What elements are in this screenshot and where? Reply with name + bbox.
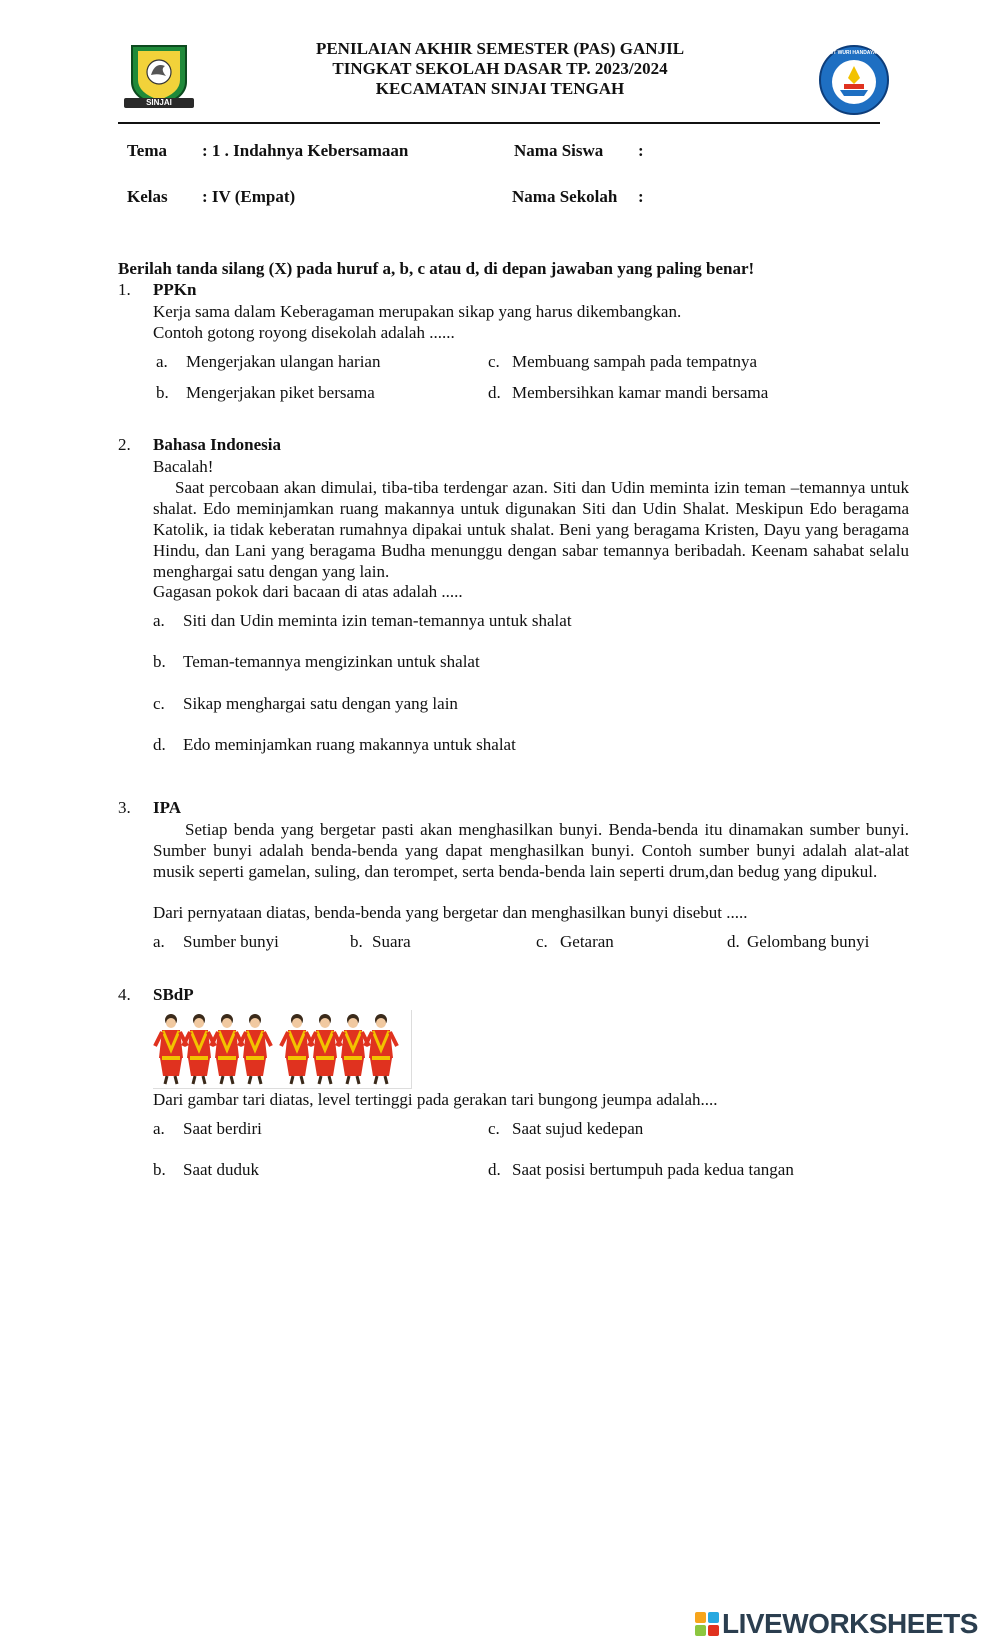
q2-option-c-text: Sikap menghargai satu dengan yang lain bbox=[183, 694, 458, 713]
q2-option-b[interactable] bbox=[153, 652, 480, 672]
q1-option-b-letter: b. bbox=[156, 383, 169, 402]
q2-passage bbox=[153, 477, 909, 582]
header-title-line1: PENILAIAN AKHIR SEMESTER (PAS) GANJIL bbox=[315, 39, 685, 58]
q3-option-d-letter: d. bbox=[727, 932, 740, 951]
q4-option-b[interactable] bbox=[153, 1160, 259, 1180]
q3-option-c-letter: c. bbox=[536, 932, 548, 951]
q4-option-c-letter: c. bbox=[488, 1119, 500, 1138]
q3-option-c-text: Getaran bbox=[560, 932, 614, 951]
q4-question: Dari gambar tari diatas, level tertinggi pada gerakan tari bungong jeumpa adalah.... bbox=[153, 1090, 718, 1109]
q1-option-a-text: Mengerjakan ulangan harian bbox=[186, 352, 381, 371]
q4-option-d[interactable] bbox=[488, 1160, 794, 1180]
dancers-illustration bbox=[153, 1010, 411, 1088]
nama-siswa-label: Nama Siswa bbox=[514, 141, 604, 160]
q2-passage-text: Saat percobaan akan dimulai, tiba-tiba terdengar azan. Siti dan Udin meminta izin teman –temannya untuk shalat. Edo meminjamkan ruang makannya untuk digunakan Siti dan Udin Shalat. Meskipun Edo beragama Katolik, ia tidak keberatan rumahnya dipakai untuk shalat. Beni yang beragama Kristen, Dayu yang beragama Hindu, dan Lani yang beragama Budha menunggu dengan sabar temannya beribadah. Keenam sahabat selalu menghargai satu dengan yang lain. bbox=[153, 478, 909, 581]
tema-label: Tema bbox=[127, 141, 167, 160]
q4-option-c[interactable] bbox=[488, 1119, 643, 1139]
dancer-figure bbox=[155, 1014, 187, 1084]
q2-option-d-text: Edo meminjamkan ruang makannya untuk shalat bbox=[183, 735, 516, 754]
q1-option-d[interactable] bbox=[488, 383, 768, 403]
q3-option-b[interactable] bbox=[350, 932, 411, 952]
q3-passage bbox=[153, 819, 909, 882]
q2-option-a-letter: a. bbox=[153, 611, 165, 630]
q1-number: 1. bbox=[118, 280, 131, 299]
q3-option-a-text: Sumber bunyi bbox=[183, 932, 279, 951]
q1-option-b-text: Mengerjakan piket bersama bbox=[186, 383, 375, 402]
q4-subject: SBdP bbox=[153, 985, 194, 1004]
dancers-image bbox=[153, 1010, 412, 1089]
q1-line2: Contoh gotong royong disekolah adalah ...... bbox=[153, 323, 455, 342]
q3-option-c[interactable] bbox=[536, 932, 614, 952]
q1-option-c-letter: c. bbox=[488, 352, 500, 371]
dancer-figure bbox=[365, 1014, 397, 1084]
q3-number: 3. bbox=[118, 798, 131, 817]
liveworksheets-grid-icon bbox=[694, 1611, 720, 1637]
q1-option-a[interactable] bbox=[156, 352, 380, 372]
q3-option-b-letter: b. bbox=[350, 932, 363, 951]
q2-option-b-text: Teman-temannya mengizinkan untuk shalat bbox=[183, 652, 480, 671]
liveworksheets-wordmark: LIVEWORKSHEETS bbox=[722, 1608, 978, 1639]
q2-subject: Bahasa Indonesia bbox=[153, 435, 282, 454]
dancer-figure bbox=[239, 1014, 271, 1084]
q4-option-a[interactable] bbox=[153, 1119, 262, 1139]
q2-option-d[interactable] bbox=[153, 735, 516, 755]
q2-option-d-letter: d. bbox=[153, 735, 166, 754]
q3-subject: IPA bbox=[153, 798, 182, 817]
q4-option-a-text: Saat berdiri bbox=[183, 1119, 262, 1138]
q3-option-d-text: Gelombang bunyi bbox=[747, 932, 870, 951]
instruction: Berilah tanda silang (X) pada huruf a, b, c atau d, di depan jawaban yang paling benar! bbox=[118, 259, 755, 278]
q3-option-a[interactable] bbox=[153, 932, 279, 952]
q3-question: Dari pernyataan diatas, benda-benda yang bergetar dan menghasilkan bunyi disebut ..... bbox=[153, 903, 748, 922]
q1-subject: PPKn bbox=[153, 280, 197, 299]
dancer-figure bbox=[281, 1014, 313, 1084]
q2-option-c[interactable] bbox=[153, 694, 458, 714]
q2-option-b-letter: b. bbox=[153, 652, 166, 671]
q4-number: 4. bbox=[118, 985, 131, 1004]
q2-question: Gagasan pokok dari bacaan di atas adalah ..... bbox=[153, 582, 463, 601]
q1-option-d-text: Membersihkan kamar mandi bersama bbox=[512, 383, 769, 402]
liveworksheets-logo[interactable] bbox=[694, 1608, 978, 1640]
nama-sekolah-colon: : bbox=[638, 187, 644, 206]
q3-option-b-text: Suara bbox=[372, 932, 411, 951]
kelas-label: Kelas bbox=[127, 187, 168, 206]
q2-option-a[interactable] bbox=[153, 611, 572, 631]
q3-passage-text: Setiap benda yang bergetar pasti akan menghasilkan bunyi. Benda-benda itu dinamakan sumber bunyi. Sumber bunyi adalah benda-benda yang dapat menghasilkan bunyi. Contoh sumber bunyi adalah alat-alat musik seperti gamelan, suling, dan terompet, serta benda-benda lain seperti drum,dan bedug yang dipukul. bbox=[153, 820, 909, 881]
q4-option-b-letter: b. bbox=[153, 1160, 166, 1179]
q4-option-d-text: Saat posisi bertumpuh pada kedua tangan bbox=[512, 1160, 794, 1179]
dancer-figure bbox=[183, 1014, 215, 1084]
q2-option-c-letter: c. bbox=[153, 694, 165, 713]
q1-line1: Kerja sama dalam Keberagaman merupakan sikap yang harus dikembangkan. bbox=[153, 302, 682, 321]
dancer-figure bbox=[211, 1014, 243, 1084]
q3-option-d[interactable] bbox=[727, 932, 869, 952]
q4-option-b-text: Saat duduk bbox=[183, 1160, 260, 1179]
nama-sekolah-label: Nama Sekolah bbox=[512, 187, 618, 206]
header-title-line2: TINGKAT SEKOLAH DASAR TP. 2023/2024 bbox=[332, 59, 668, 78]
q2-option-a-text: Siti dan Udin meminta izin teman-temannya untuk shalat bbox=[183, 611, 572, 630]
sinjai-logo-text: SINJAI bbox=[146, 98, 172, 107]
q3-option-a-letter: a. bbox=[153, 932, 165, 951]
q1-option-b[interactable] bbox=[156, 383, 375, 403]
q4-option-c-text: Saat sujud kedepan bbox=[512, 1119, 644, 1138]
tutwuri-logo-text: TUT WURI HANDAYANI bbox=[826, 50, 882, 56]
q1-option-c-text: Membuang sampah pada tempatnya bbox=[512, 352, 758, 371]
dancer-figure bbox=[337, 1014, 369, 1084]
kelas-value: : IV (Empat) bbox=[202, 187, 296, 206]
q4-option-d-letter: d. bbox=[488, 1160, 501, 1179]
header-title-line3: KECAMATAN SINJAI TENGAH bbox=[375, 79, 625, 98]
q1-option-c[interactable] bbox=[488, 352, 757, 372]
q1-option-a-letter: a. bbox=[156, 352, 168, 371]
q2-number: 2. bbox=[118, 435, 131, 454]
tema-value: : 1 . Indahnya Kebersamaan bbox=[202, 141, 409, 160]
q4-option-a-letter: a. bbox=[153, 1119, 165, 1138]
header-divider bbox=[118, 122, 880, 124]
dancer-figure bbox=[309, 1014, 341, 1084]
q1-option-d-letter: d. bbox=[488, 383, 501, 402]
q2-intro: Bacalah! bbox=[153, 457, 214, 476]
nama-siswa-colon: : bbox=[638, 141, 644, 160]
